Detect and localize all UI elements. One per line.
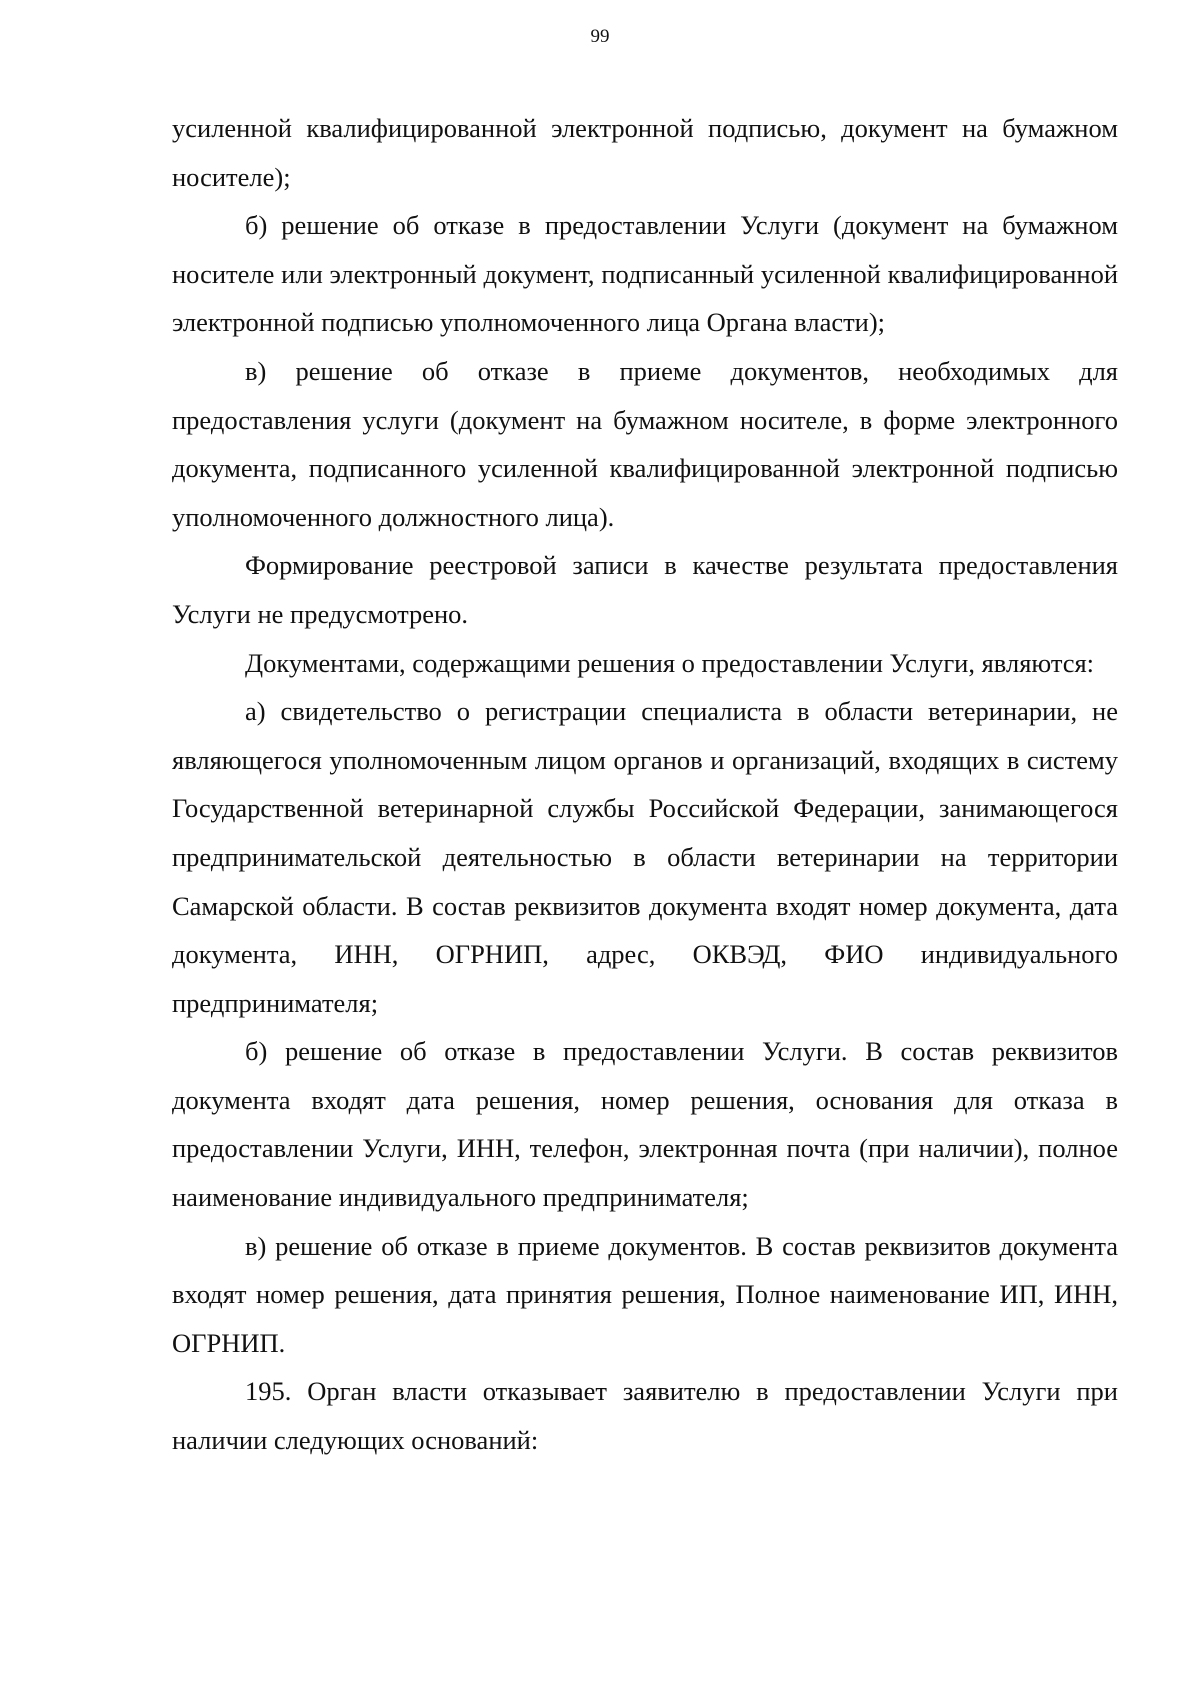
document-body bbox=[172, 104, 1118, 1465]
paragraph-item-b-refusal: б) решение об отказе в предоставлении Услуги (документ на бумажном носителе или электронный документ, подписанный усиленной квалифицированной электронной подписью уполномоченного лица Органа власти); bbox=[172, 210, 1118, 338]
paragraph-clause-195: 195. Орган власти отказывает заявителю в предоставлении Услуги при наличии следующих оснований: bbox=[172, 1376, 1118, 1456]
paragraph-item-a-certificate: а) свидетельство о регистрации специалиста в области ветеринарии, не являющегося уполномоченным лицом органов и организаций, входящих в систему Государственной ветеринарной службы Российской Федерации, занимающегося предпринимательской деятельностью в области ветеринарии на территории Самарской области. В состав реквизитов документа входят номер документа, дата документа, ИНН, ОГРНИП, адрес, ОКВЭД, ФИО индивидуального предпринимателя; bbox=[172, 696, 1118, 1018]
paragraph-registry-record: Формирование реестровой записи в качестве результата предоставления Услуги не предусмотрено. bbox=[172, 550, 1118, 629]
paragraph-item-b-refusal-details: б) решение об отказе в предоставлении Услуги. В состав реквизитов документа входят дата решения, номер решения, основания для отказа в предоставлении Услуги, ИНН, телефон, электронная почта (при наличии), полное наименование индивидуального предпринимателя; bbox=[172, 1036, 1118, 1213]
paragraph-item-v-refusal-details: в) решение об отказе в приеме документов. В состав реквизитов документа входят номер решения, дата принятия решения, Полное наименование ИП, ИНН, ОГРНИП. bbox=[172, 1230, 1118, 1358]
paragraph-item-v-refusal-documents: в) решение об отказе в приеме документов, необходимых для предоставления услуги (документ на бумажном носителе, в форме электронного документа, подписанного усиленной квалифицированной электронной подписью уполномоченного должностного лица). bbox=[172, 355, 1118, 532]
paragraph-continuation: усиленной квалифицированной электронной подписью, документ на бумажном носителе); bbox=[172, 113, 1118, 192]
paragraph-decision-documents: Документами, содержащими решения о предоставлении Услуги, являются: bbox=[245, 647, 1095, 678]
page-number: 99 bbox=[590, 26, 610, 47]
